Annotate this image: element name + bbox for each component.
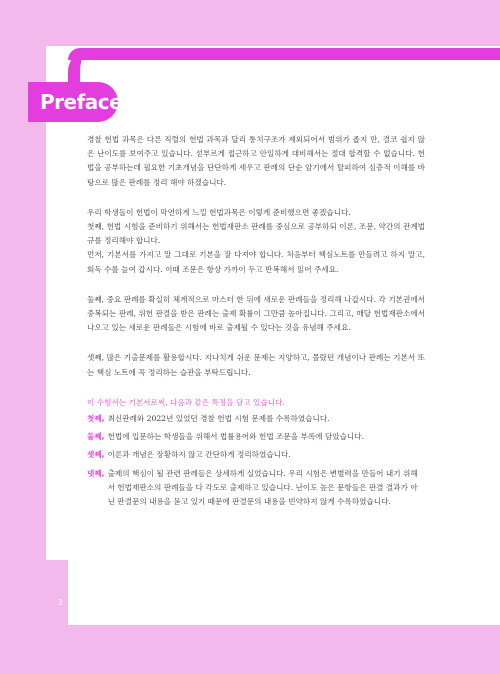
paragraph-4 [87,351,425,379]
frame-top-line [68,48,500,60]
paragraph-1-text: 경찰 헌법 과목은 다른 직렬의 헌법 과목과 달리 통치구조가 제외되어서 범위가 좁지 만, 결코 쉽지 않은 난이도를 보여주고 있습니다. 섣부르게 접근하고 안일하게 대비해서는 절대 합격할 수 없습니다. 헌법을 공부하는데 필요한 기초개념을 단단하게 세우고 판례의 단순 암기에서 탈피하여 심층적 이해를 바탕으로 많은 판례를 정리 해야 하겠습니다. [87,135,425,187]
feature-text: 출제의 핵심이 될 관련 판례들은 상세하게 실었습니다. 우리 시험은 변별력을 만들어 내기 위해서 헌법재판소의 판례들을 다 각도로 출제하고 있습니다. 난이도 높은 문항들은 판결 결과가 아닌 판결문의 내용을 묻고 있기 때문에 판결문의 내용을 빈약하지 않게 수록하였습니다. [107,468,418,507]
feature-label: 셋째, [87,450,105,460]
paragraph-2 [87,206,425,277]
paragraph-4-text: 셋째, 많은 기출문제를 활용합시다. 지나치게 쉬운 문제는 지양하고, 몰랐던 개념이나 판례는 기본서 또는 핵심 노트에 꼭 정리하는 습관을 부탁드립니다. [87,353,425,377]
page-number: 2 [58,598,64,607]
feature-label: 넷째, [87,468,105,478]
paragraph-3-text: 둘째, 중요 판례를 확실히 체계적으로 마스터 한 뒤에 새로운 판례들을 정리해 나갑시다. 각 기본권에서 중복되는 판례, 위헌 판결을 받은 판례는 출제 확률이 그만큼 높아집니다. 그리고, 매달 헌법재판소에서 나오고 있는 새로운 판례들은 시험에 바로 출제될 수 있다는 것을 유념해 주세요. [87,294,425,333]
paragraph-3 [87,293,425,336]
feature-item [87,412,425,426]
feature-item [87,467,425,510]
paragraph-1 [87,133,425,190]
paragraph-2-line-1: 우리 학생들이 헌법이 막연하게 느낄 헌법과목은 이렇게 준비했으면 좋겠습니다. [87,207,351,217]
features-intro: 이 수험서는 기본서로써, 다음과 같은 특징을 담고 있습니다. [87,397,285,407]
page-number-strip [46,560,68,625]
feature-label: 둘째, [87,432,105,442]
bottom-decorative-band [0,625,500,674]
top-decorative-band [0,0,500,46]
preface-content [87,133,425,513]
feature-label: 첫째, [87,414,105,424]
paragraph-2-line-3: 먼저, 기본서를 가지고 말 그대로 기본을 잘 다져야 합니다. 처음부터 핵심노트를 만들려고 하지 말고, 회독 수를 늘여 갑시다. 이때 조문은 항상 가까이 두고 반복해서 읽어 주세요. [87,250,425,274]
feature-item [87,448,425,462]
page-title: Preface [40,90,123,114]
feature-text: 이론과 개념은 장황하지 않고 간단하게 정리하였습니다. [107,450,291,460]
paragraph-2-line-2: 첫째, 헌법 시험을 준비하기 위해서는 헌법재판소 판례를 중심으로 공부하되 이론, 조문, 약간의 관계법규를 정리해야 합니다. [87,222,425,246]
feature-text: 헌법에 입문하는 학생들을 위해서 법률용어와 헌법 조문을 부록에 담았습니다. [107,432,365,442]
feature-item [87,430,425,444]
feature-text: 최신판례와 2022년 있었던 경찰 헌법 시험 문제를 수록하였습니다. [107,414,330,424]
